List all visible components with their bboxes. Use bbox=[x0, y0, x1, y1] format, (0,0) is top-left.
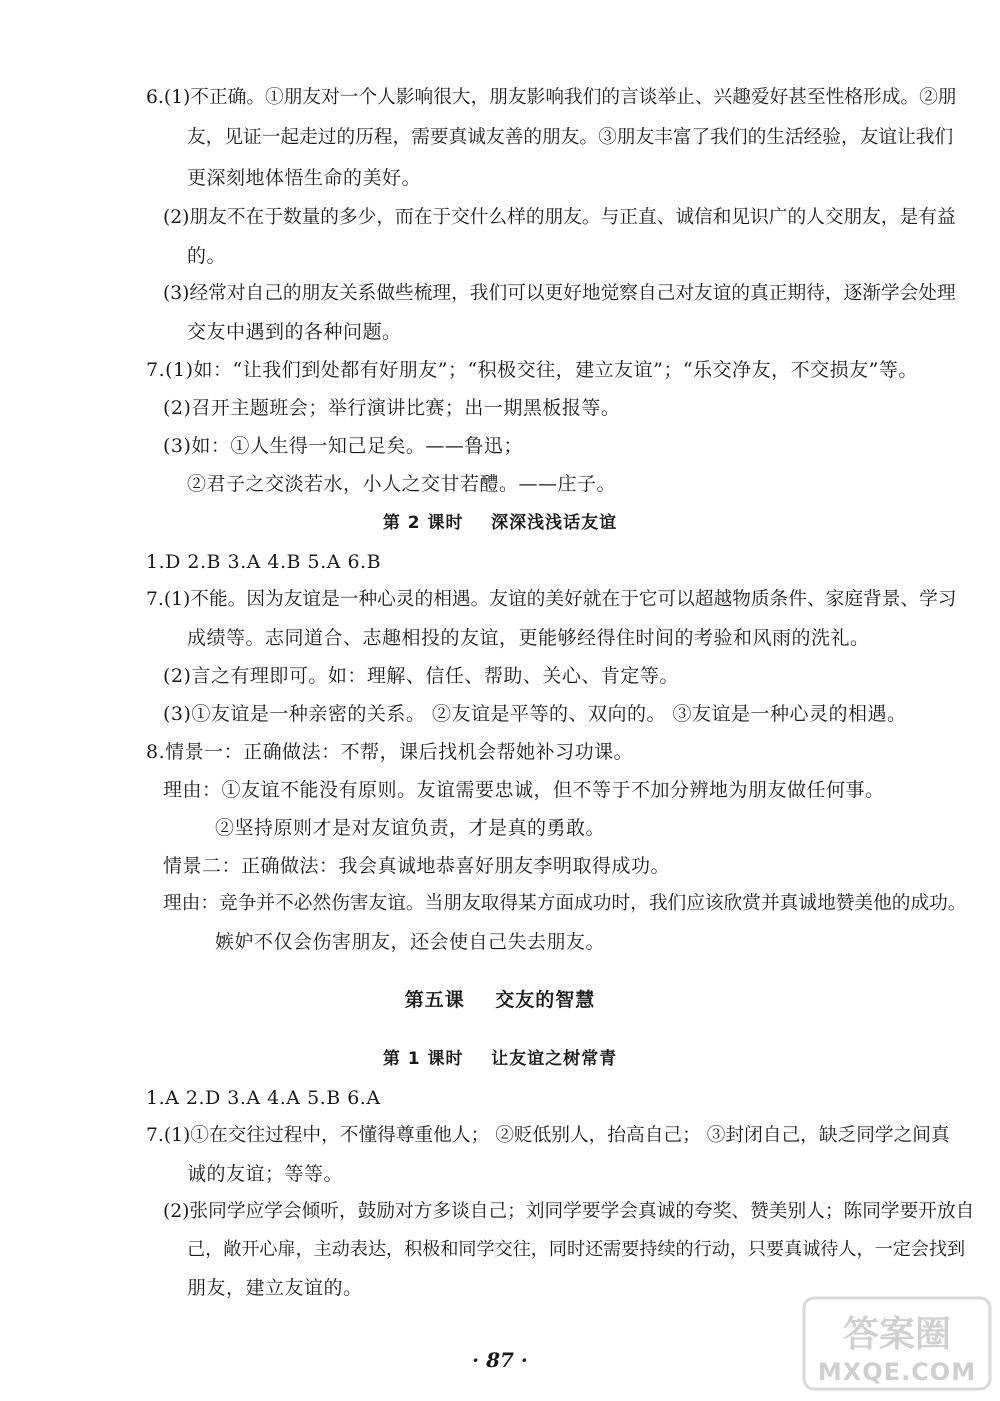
answer-line: (2)言之有理即可。如：理解、信任、帮助、关心、肯定等。 bbox=[163, 665, 679, 687]
answer-line: 诚的友谊；等等。 bbox=[187, 1163, 344, 1185]
answer-line: (3)如：①人生得一知己足矣。——鲁迅； bbox=[163, 435, 523, 457]
answer-line: 朋友，建立友谊的。 bbox=[187, 1277, 363, 1299]
answer-line: ②坚持原则才是对友谊负责，才是真的勇敢。 bbox=[215, 817, 606, 839]
answer-line: 更深刻地体悟生命的美好。 bbox=[187, 167, 422, 189]
watermark-logo bbox=[802, 1296, 992, 1391]
chapter-heading: 第五课 交友的智慧 bbox=[404, 989, 596, 1011]
answer-line: 理由：竞争并不必然伤害友谊。当朋友取得某方面成功时，我们应该欣赏并真诚地赞美他的成功。 bbox=[163, 893, 967, 914]
answer-line: 的。 bbox=[187, 245, 227, 267]
answer-line: 7.(1)①在交往过程中，不懂得尊重他人； ②贬低别人，抬高自己； ③封闭自己，缺乏同学之间真 bbox=[146, 1125, 950, 1146]
answer-line: ②君子之交淡若水，小人之交甘若醴。——庄子。 bbox=[187, 473, 617, 495]
answer-line: (3)经常对自己的朋友关系做些梳理，我们可以更好地觉察自己对友谊的真正期待，逐渐学会处理 bbox=[163, 283, 956, 304]
answer-line: 情景二：正确做法：我会真诚地恭喜好朋友李明取得成功。 bbox=[163, 855, 671, 877]
answer-line: 1.A 2.D 3.A 4.A 5.B 6.A bbox=[146, 1087, 381, 1109]
answer-line: 理由：①友谊不能没有原则。友谊需要忠诚，但不等于不加分辨地为朋友做任何事。 bbox=[163, 779, 885, 801]
answer-line: 6.(1)不正确。①朋友对一个人影响很大，朋友影响我们的言谈举止、兴趣爱好甚至性格形成。②朋 bbox=[146, 87, 957, 108]
lesson-heading: 第 2 课时 深深浅浅话友谊 bbox=[382, 513, 618, 533]
page-number: · 87 · bbox=[472, 1348, 528, 1372]
answer-line: 交友中遇到的各种问题。 bbox=[187, 321, 402, 343]
answer-line: 1.D 2.B 3.A 4.B 5.A 6.B bbox=[146, 551, 382, 573]
answer-line: 成绩等。志同道合、志趣相投的友谊，更能够经得住时间的考验和风雨的洗礼。 bbox=[187, 627, 870, 649]
lesson-heading: 第 1 课时 让友谊之树常青 bbox=[382, 1049, 618, 1069]
answer-line: (2)召开主题班会；举行演讲比赛；出一期黑板报等。 bbox=[163, 397, 621, 419]
answer-line: (2)张同学应学会倾听，鼓励对方多谈自己；刘同学要学会真诚的夸奖、赞美别人；陈同学要开放自 bbox=[163, 1201, 975, 1222]
answer-line: 己，敞开心扉，主动表达，积极和同学交往，同时还需要持续的行动，只要真诚待人，一定会找到 bbox=[187, 1239, 966, 1260]
answer-line: 7.(1)如：“让我们到处都有好朋友”；“积极交往，建立友谊”；“乐交净友，不交损友”等。 bbox=[146, 359, 918, 381]
answer-line: (3)①友谊是一种亲密的关系。 ②友谊是平等的、双向的。 ③友谊是一种心灵的相遇。 bbox=[163, 703, 907, 725]
answer-line: (2)朋友不在于数量的多少，而在于交什么样的朋友。与正直、诚信和见识广的人交朋友，是有益 bbox=[163, 207, 956, 228]
answer-line: 嫉妒不仅会伤害朋友，还会使自己失去朋友。 bbox=[215, 931, 606, 953]
answer-line: 7.(1)不能。因为友谊是一种心灵的相遇。友谊的美好就在于它可以超越物质条件、家庭背景、学习 bbox=[146, 589, 957, 610]
watermark-logo-icon bbox=[802, 1296, 992, 1391]
svg-text:答案圈: 答案圈 bbox=[842, 1314, 952, 1355]
answer-line: 友，见证一起走过的历程，需要真诚友善的朋友。③朋友丰富了我们的生活经验，友谊让我们 bbox=[187, 127, 954, 148]
answer-line: 8.情景一：正确做法：不帮，课后找机会帮她补习功课。 bbox=[146, 741, 634, 763]
svg-text:MXQE.COM: MXQE.COM bbox=[817, 1358, 977, 1386]
